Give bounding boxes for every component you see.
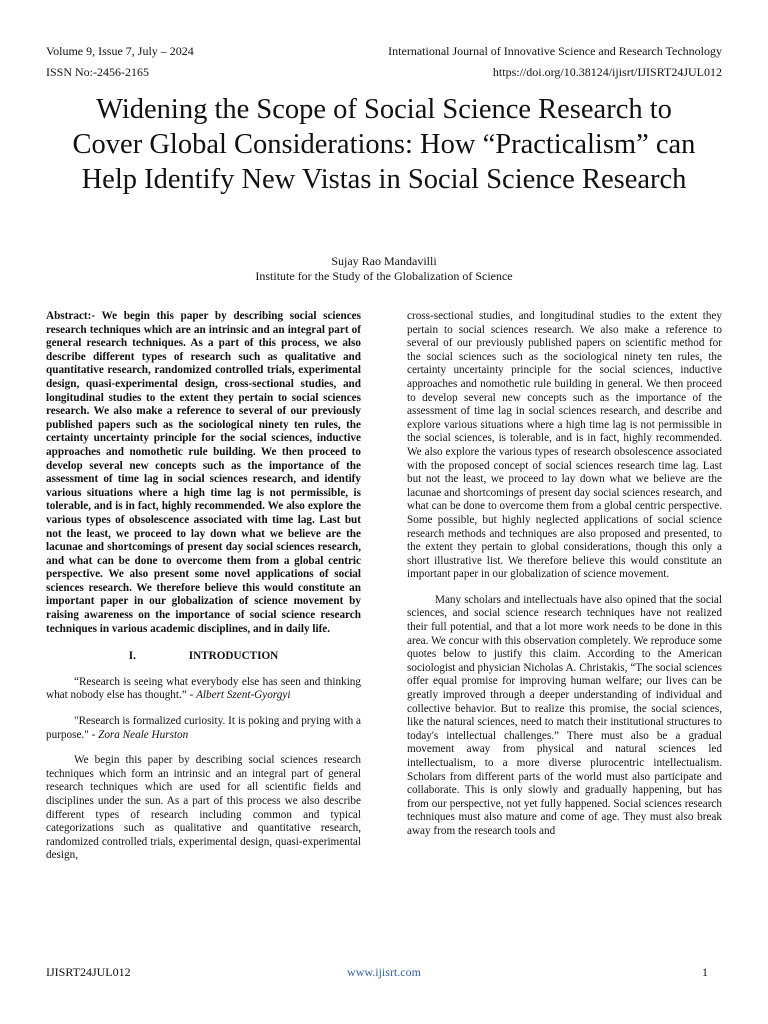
header-doi-link[interactable]: https://doi.org/10.38124/ijisrt/IJISRT24JUL012 bbox=[492, 65, 722, 79]
section-number: I. bbox=[128, 650, 136, 663]
quote-author: Zora Neale Hurston bbox=[98, 728, 189, 741]
paper-title: Widening the Scope of Social Science Research to Cover Global Considerations: How “Practicalism” can Help Identify New Vistas in Social Science Research bbox=[72, 94, 696, 195]
author-affiliation: Institute for the Study of the Globalization of Science bbox=[255, 269, 513, 283]
header-volume: Volume 9, Issue 7, July – 2024 bbox=[46, 44, 194, 58]
footer-website-link[interactable]: www.ijisrt.com bbox=[347, 965, 421, 979]
intro-paragraph-1: We begin this paper by describing social sciences research techniques which form an intrinsic and an integral part of general research techniques which are used for all scientific fields and disciplines under the sun. As a part of this process we also describe different types of research including common and typical categorizations such as qualitative and quantitative research, randomized controlled trials, experimental design, quasi-experimental design, bbox=[46, 754, 361, 862]
header-journal: International Journal of Innovative Science and Research Technology bbox=[388, 44, 722, 58]
section-title: INTRODUCTION bbox=[188, 650, 279, 663]
abstract: Abstract:- We begin this paper by describing social sciences research techniques which are an intrinsic and an integral part of general research techniques. As a part of this process, we also describe different types of research such as qualitative and quantitative research, randomized controlled trials, experimental design, quasi-experimental design, cross-sectional studies, and longitudinal studies to the extent they pertain to social sciences research. We also make a reference to several of our previously published papers such as the sociological ninety ten rules, the certainty uncertainty principle for the social sciences, inductive approaches and nomothetic rule building. We then proceed to develop several new concepts such as the importance of the assessment of time lag in social sciences research, and identify various situations where a high time lag is not permissible, is tolerable, and is in fact, highly recommended. We also explore the various types of obsolescence associated with time lag. Last but not the least, we proceed to lay down what we believe are the lacunae and shortcomings of present day social sciences research, and what can be done to overcome them from a global centric perspective. We also present some novel applications of social sciences research. We therefore believe this would constitute an important paper in our globalization of science movement by raising awareness on the importance of social science research techniques in various academic disciplines, and in daily life. bbox=[46, 310, 361, 635]
intro-paragraph-2: Many scholars and intellectuals have also opined that the social sciences, and social science research techniques have not realized their full potential, and that a lot more work needs to be done in this area. We concur with this observation completely. We reproduce some quotes below to justify this claim. According to the American sociologist and physician Nicholas A. Christakis, “The social sciences offer equal promise for improving human welfare; our lives can be greatly improved through a deeper understanding of individual and collective behavior. But to realize this promise, the social sciences, like the natural sciences, need to match their institutional structures to today's intellectual challenges.” There must also be a gradual movement away from physical and natural sciences led intellectualism, to a more diverse plurocentric intellectualism. Scholars from different parts of the world must also participate and collaborate. This is only slowly and gradually happening, but has from our perspective, not yet fully happened. Social sciences research techniques must also mature and come of age. They must also break away from the research tools and bbox=[407, 593, 722, 837]
quote-1 bbox=[46, 676, 361, 703]
quote-2 bbox=[46, 715, 361, 742]
footer-paper-id: IJISRT24JUL012 bbox=[46, 965, 131, 979]
right-column bbox=[407, 310, 722, 839]
footer-page-number: 1 bbox=[702, 965, 708, 979]
section-heading-introduction bbox=[46, 650, 361, 664]
left-column bbox=[46, 310, 361, 863]
quote-text: “Research is seeing what everybody else has seen and thinking what nobody else has thought.” - bbox=[46, 675, 361, 702]
author-name: Sujay Rao Mandavilli bbox=[331, 254, 437, 268]
header-issn: ISSN No:-2456-2165 bbox=[46, 65, 150, 79]
quote-author: Albert Szent-Gyorgyi bbox=[196, 689, 291, 702]
intro-paragraph-1-continued: cross-sectional studies, and longitudinal studies to the extent they pertain to social sciences research. We also make a reference to several of our previously published papers on scientific method for the social sciences such as the sociological ninety ten rules, the certainty uncertainty principle for the social sciences, inductive approaches and nomothetic rule building in general. We then proceed to develop several new concepts such as the importance of the assessment of time lag in social sciences research, and describe and explore various situations where a high time lag is not permissible in the social sciences, is tolerable, and is in fact, highly recommended. We also explore the various types of research obsolescence associated with the proposed concept of social sciences research time lag. Last but not the least, we proceed to lay down what we believe are the lacunae and shortcomings of present day social sciences research, and what can be done to overcome them from a global centric perspective. Some possible, but highly neglected applications of social science research methods and techniques are also proposed and presented, to the extent they pertain to global considerations, though this only a short illustrative list. We therefore believe this would constitute an important paper in our globalization of science movement. bbox=[407, 310, 722, 581]
quote-text: "Research is formalized curiosity. It is poking and prying with a purpose." - bbox=[46, 715, 361, 741]
